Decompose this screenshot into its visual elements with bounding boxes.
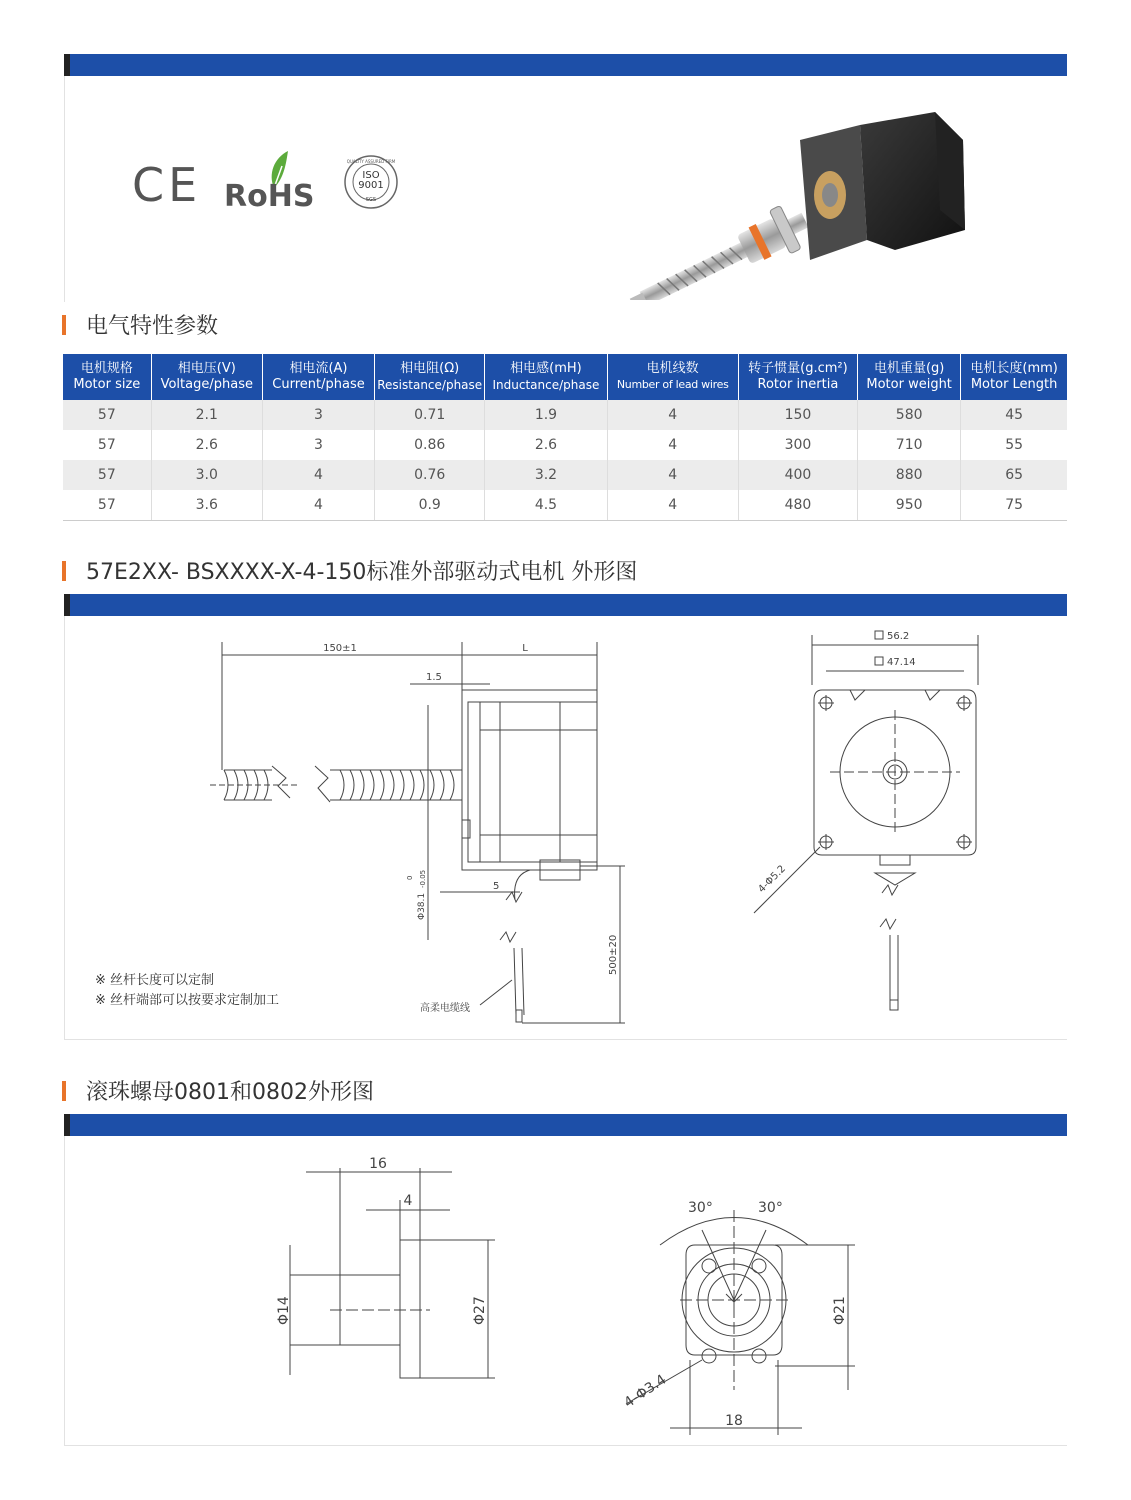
svg-text:L: L [522,643,528,654]
col-header: 相电感(mH) Inductance/phase [485,354,607,400]
title-accent [62,561,66,581]
table-cell: 950 [858,490,961,521]
section-title-text: 电气特性参数 [86,314,219,339]
product-image [605,100,975,300]
table-cell: 55 [1005,437,1024,453]
svg-text:-0.05: -0.05 [419,869,427,888]
table-cell: 3 [262,430,374,460]
table-cell: 3.6 [151,490,262,521]
divider [64,616,65,1040]
table-cell: 0.86 [375,430,485,460]
divider [64,1039,1067,1040]
table-cell: 0.71 [375,400,485,430]
svg-text:4-Φ3.4: 4-Φ3.4 [621,1371,670,1412]
col-header: 电机规格 Motor size [63,354,151,400]
section-bar [64,594,1067,616]
note-2: ※ 丝杆端部可以按要求定制加工 [95,993,280,1008]
table-row [63,430,1067,460]
table-cell: 0.76 [375,460,485,490]
col-header: 电机长度(mm) Motor Length [961,354,1067,400]
svg-text:Φ21: Φ21 [832,1296,848,1325]
title-accent [62,315,66,335]
svg-text:30°: 30° [688,1200,713,1216]
table-cell: 57 [63,430,151,460]
table-cell: 300 [738,430,857,460]
table-cell: 4.5 [485,490,607,521]
table-cell: 4 [607,430,738,460]
col-header: 相电压(V) Voltage/phase [151,354,262,400]
svg-text:QUALITY ASSURED FIRM: QUALITY ASSURED FIRM [346,159,396,164]
svg-text:56.2: 56.2 [887,631,910,642]
table-cell: 4 [607,460,738,490]
svg-text:Φ27: Φ27 [472,1296,488,1325]
nut-side-drawing [270,1150,510,1390]
col-header: 相电阻(Ω) Resistance/phase [375,354,485,400]
col-header: 电机重量(g) Motor weight [858,354,961,400]
svg-text:9001: 9001 [358,180,384,191]
divider [64,76,65,302]
table-cell: 2.6 [151,430,262,460]
table-cell: 400 [738,460,857,490]
table-cell: 480 [738,490,857,521]
divider [64,1445,1067,1446]
motor-front-drawing [740,625,1020,1025]
table-cell: 4 [262,460,374,490]
svg-text:4: 4 [403,1193,413,1209]
motor-side-drawing [200,630,660,1030]
svg-text:5: 5 [493,881,500,892]
table-cell: 3.2 [485,460,607,490]
header-bar [64,54,1067,76]
svg-text:高柔电缆线: 高柔电缆线 [420,1003,470,1014]
section-title-text: 滚珠螺母0801和0802外形图 [86,1080,374,1105]
table-cell: 45 [961,400,1067,430]
table-cell: 3.0 [151,460,262,490]
section-title-outline [62,555,637,586]
svg-text:150±1: 150±1 [323,643,357,654]
svg-text:47.14: 47.14 [887,657,916,668]
table-cell: 0.9 [375,490,485,521]
svg-text:18: 18 [725,1413,743,1429]
svg-text:0: 0 [406,875,414,880]
section-title-nut [62,1075,374,1106]
col-header: 电机线数 Number of lead wires [607,354,738,400]
table-header-row [63,354,1067,400]
svg-text:RoHS: RoHS [224,179,315,212]
table-cell: 57 [63,400,151,430]
spec-table [63,354,1067,521]
table-cell: 580 [858,400,961,430]
table-cell: 1.9 [485,400,607,430]
svg-text:Φ14: Φ14 [276,1296,292,1325]
section-title-electrical [62,309,218,340]
table-cell: 57 [63,460,151,490]
svg-text:4-Φ5.2: 4-Φ5.2 [756,863,788,896]
title-accent [62,1081,66,1101]
col-header: 相电流(A) Current/phase [262,354,374,400]
section-title-text: 57E2XX- BSXXXX-X-4-150标准外部驱动式电机 外形图 [86,560,638,585]
table-cell: 2.6 [485,430,607,460]
svg-text:SGS: SGS [365,197,377,203]
table-cell: 880 [858,460,961,490]
svg-text:30°: 30° [758,1200,783,1216]
svg-text:1.5: 1.5 [426,672,442,683]
divider [64,1136,65,1446]
ce-logo: CE [132,158,202,212]
table-cell: 3 [262,400,374,430]
iso-seal [343,154,399,210]
svg-text:ISO: ISO [362,170,380,181]
table-cell: 65 [961,460,1067,490]
section-bar [64,1114,1067,1136]
table-cell: 2.1 [151,400,262,430]
rohs-logo [222,148,318,212]
note-1: ※ 丝杆长度可以定制 [95,973,215,988]
nut-front-drawing [610,1190,870,1440]
col-header: 转子惯量(g.cm²) Rotor inertia [738,354,857,400]
svg-text:16: 16 [369,1156,387,1172]
table-cell: 57 [63,490,151,521]
table-cell: 150 [738,400,857,430]
table-cell: 4 [262,490,374,521]
table-cell: 4 [607,490,738,521]
svg-text:Φ38.1: Φ38.1 [417,892,427,920]
table-row [63,460,1067,490]
table-cell: 710 [858,430,961,460]
svg-text:500±20: 500±20 [608,934,619,975]
table-row [63,490,1067,521]
table-cell: 75 [961,490,1067,521]
table-cell: 4 [607,400,738,430]
table-row [63,400,1067,430]
